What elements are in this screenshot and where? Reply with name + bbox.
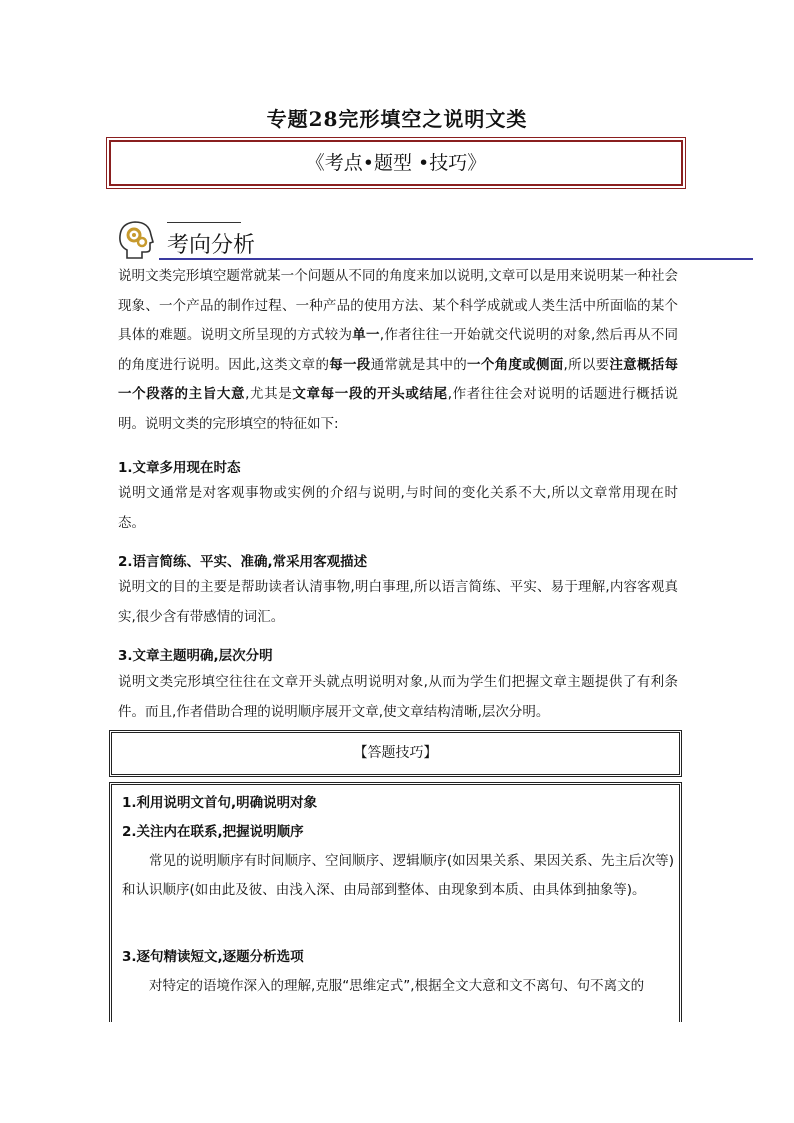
subtitle-box bbox=[109, 140, 683, 186]
intro-paragraph: 说明文类完形填空题常就某一个问题从不同的角度来加以说明,文章可以是用来说明某一种社会现象、一个产品的制作过程、一种产品的使用方法、某个科学成就或人类生活中所面临的某个具体的难题。说明文所呈现的方式较为单一,作者往往一开始就交代说明的对象,然后再从不同的角度进行说明。因此,这类文章的每一段通常就是其中的一个角度或侧面,所以要注意概括每一个段落的主旨大意,尤其是文章每一段的开头或结尾,作者往往会对说明的话题进行概括说明。说明文类的完形填空的特征如下: bbox=[118, 268, 679, 432]
tips-header: 【答题技巧】 bbox=[353, 745, 438, 761]
tip-2-heading: 2.关注内在联系,把握说明顺序 bbox=[122, 824, 304, 840]
feature-heading-3: 3.文章主题明确,层次分明 bbox=[118, 648, 273, 664]
feature-heading-1: 1.文章多用现在时态 bbox=[118, 460, 241, 476]
section-topline bbox=[167, 222, 241, 223]
page-title: 专题28完形填空之说明文类 bbox=[266, 107, 528, 131]
feature-text-2: 说明文的目的主要是帮助读者认清事物,明白事理,所以语言简练、平实、易于理解,内容客观真实,很少含有带感情的词汇。 bbox=[118, 579, 678, 625]
feature-text-1: 说明文通常是对客观事物或实例的介绍与说明,与时间的变化关系不大,所以文章常用现在时态。 bbox=[118, 485, 678, 531]
head-gears-icon bbox=[115, 218, 159, 262]
tips-body-box bbox=[109, 782, 682, 1022]
tip-2-text: 常见的说明顺序有时间顺序、空间顺序、逻辑顺序(如因果关系、果因关系、先主后次等)和认识顺序(如由此及彼、由浅入深、由局部到整体、由现象到本质、由具体到抽象等)。 bbox=[122, 853, 674, 898]
feature-heading-2: 2.语言简练、平实、准确,常采用客观描述 bbox=[118, 554, 368, 570]
section-header bbox=[115, 212, 753, 262]
section-rule bbox=[159, 258, 753, 260]
tip-1-heading: 1.利用说明文首句,明确说明对象 bbox=[122, 795, 318, 811]
tip-3-heading: 3.逐句精读短文,逐题分析选项 bbox=[122, 949, 304, 965]
section-label: 考向分析 bbox=[167, 233, 256, 258]
feature-text-3: 说明文类完形填空往往在文章开头就点明说明对象,从而为学生们把握文章主题提供了有利条件。而且,作者借助合理的说明顺序展开文章,使文章结构清晰,层次分明。 bbox=[118, 674, 678, 720]
tip-3-text: 对特定的语境作深入的理解,克服“思维定式”,根据全文大意和文不离句、句不离文的 bbox=[149, 978, 645, 994]
subtitle-text: 《考点•题型 •技巧》 bbox=[305, 152, 487, 174]
tips-header-box bbox=[109, 730, 682, 777]
